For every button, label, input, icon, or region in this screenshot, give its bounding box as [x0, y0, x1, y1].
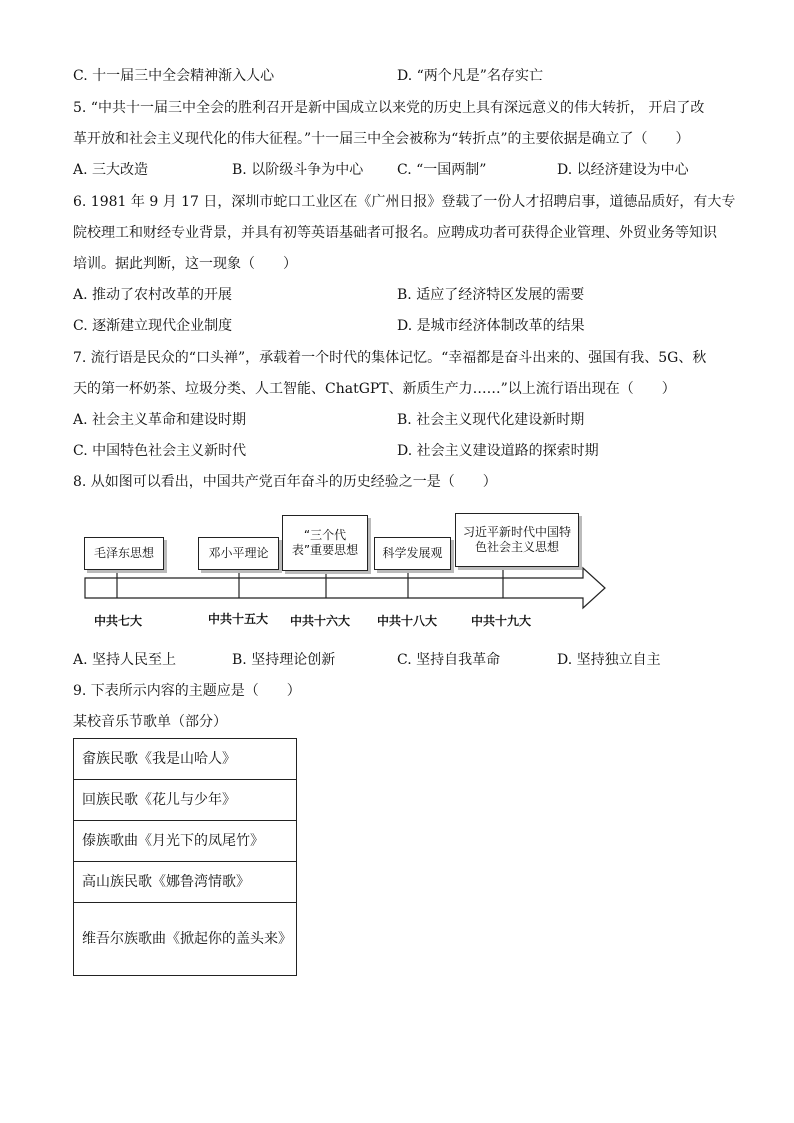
q8-option-a[interactable]: A. 坚持人民至上: [73, 652, 177, 668]
timeline-label-3: 中共十六大: [290, 614, 351, 628]
q8-stem: 8. 从如图可以看出，中国共产党百年奋斗的历史经验之一是（ ）: [73, 474, 497, 490]
q7-option-a[interactable]: A. 社会主义革命和建设时期: [73, 412, 247, 428]
option-d-prev: D. “两个凡是”名存实亡: [397, 68, 543, 84]
q7-stem-line1: 7. 流行语是民众的“口头禅”，承载着一个时代的集体记忆。“幸福都是奋斗出来的、强国有我、5G、秋: [73, 350, 707, 366]
q8-option-d[interactable]: D. 坚持独立自主: [557, 652, 661, 668]
timeline-box-5: 习近平新时代中国特色社会主义思想: [455, 513, 579, 567]
timeline-box-1: 毛泽东思想: [84, 537, 164, 570]
timeline-label-4: 中共十八大: [377, 614, 438, 628]
q6-option-b[interactable]: B. 适应了经济特区发展的需要: [397, 287, 585, 303]
q8-option-c[interactable]: C. 坚持自我革命: [397, 652, 501, 668]
table-row: [74, 739, 297, 780]
table-row: [74, 780, 297, 821]
q6-stem-line2: 院校理工和财经专业背景，并具有初等英语基础者可报名。应聘成功者可获得企业管理、外贸业务等知识: [73, 225, 717, 241]
q5-stem-line2: 革开放和社会主义现代化的伟大征程。”十一届三中全会被称为“转折点”的主要依据是确立了（ ）: [73, 131, 690, 147]
q6-option-d[interactable]: D. 是城市经济体制改革的结果: [397, 318, 585, 334]
q6-option-a[interactable]: A. 推动了农村改革的开展: [73, 287, 233, 303]
option-c-prev: C. 十一届三中全会精神渐入人心: [73, 68, 275, 84]
table-cell: 回族民歌《花儿与少年》: [74, 780, 297, 821]
q7-option-b[interactable]: B. 社会主义现代化建设新时期: [397, 412, 585, 428]
q9-table-title: 某校音乐节歌单（部分）: [73, 714, 227, 730]
q7-stem-line2: 天的第一杯奶茶、垃圾分类、人工智能、ChatGPT、新质生产力……”以上流行语出现在（ ）: [73, 381, 676, 397]
q8-option-b[interactable]: B. 坚持理论创新: [232, 652, 336, 668]
q6-option-c[interactable]: C. 逐渐建立现代企业制度: [73, 318, 233, 334]
q5-option-a[interactable]: A. 三大改造: [73, 162, 149, 178]
q7-option-d[interactable]: D. 社会主义建设道路的探索时期: [397, 443, 599, 459]
table-row: [74, 821, 297, 862]
q5-option-d[interactable]: D. 以经济建设为中心: [557, 162, 689, 178]
q5-stem-line1: 5. “中共十一届三中全会的胜利召开是新中国成立以来党的历史上具有深远意义的伟大转折， 开启了改: [73, 100, 705, 116]
q7-option-c[interactable]: C. 中国特色社会主义新时代: [73, 443, 247, 459]
table-cell: 畲族民歌《我是山哈人》: [74, 739, 297, 780]
q5-option-b[interactable]: B. 以阶级斗争为中心: [232, 162, 364, 178]
table-row: [74, 862, 297, 903]
table-cell: 傣族歌曲《月光下的凤尾竹》: [74, 821, 297, 862]
timeline-box-2: 邓小平理论: [198, 537, 279, 570]
timeline-label-1: 中共七大: [94, 614, 143, 628]
q6-stem-line3: 培训。据此判断，这一现象（ ）: [73, 256, 297, 272]
table-cell: 高山族民歌《娜鲁湾情歌》: [74, 862, 297, 903]
table-cell: 维吾尔族歌曲《掀起你的盖头来》: [74, 903, 297, 976]
timeline-label-5: 中共十九大: [471, 614, 532, 628]
song-table: [73, 738, 297, 976]
table-row: [74, 903, 297, 976]
timeline-box-3: “三个代表”重要思想: [282, 515, 368, 571]
timeline-box-4: 科学发展观: [374, 537, 451, 570]
timeline-arrow-shape: [85, 568, 605, 608]
q9-stem: 9. 下表所示内容的主题应是（ ）: [73, 683, 301, 699]
timeline-label-2: 中共十五大: [208, 612, 269, 626]
q6-stem-line1: 6. 1981 年 9 月 17 日，深圳市蛇口工业区在《广州日报》登载了一份人才招聘启事，道德品质好，有大专: [73, 194, 736, 210]
q5-option-c[interactable]: C. “一国两制”: [397, 162, 487, 178]
